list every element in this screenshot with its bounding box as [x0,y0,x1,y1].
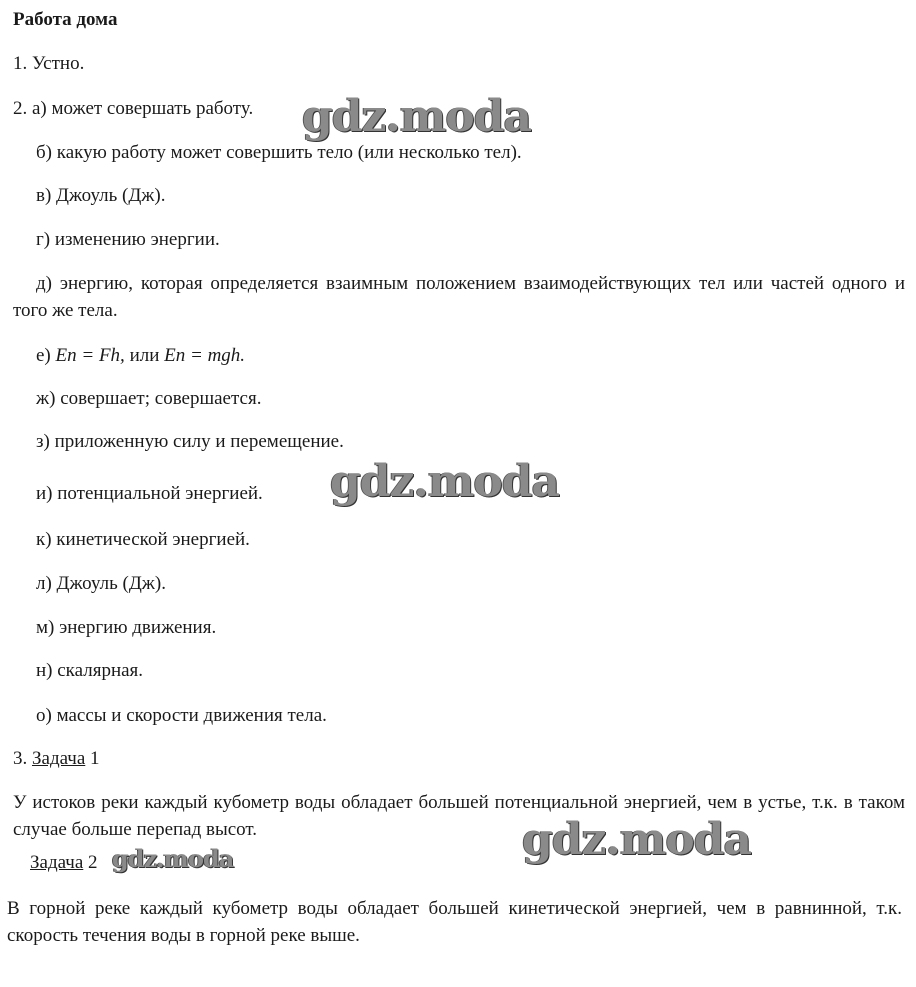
task-1-heading [13,745,100,772]
item-2i: и) потенциальной энергией. [36,483,263,504]
item-2e-or: или [124,345,165,366]
task-2-label: Задача [30,852,84,873]
item-2g: г) изменению энергии. [36,229,220,250]
watermark-3: gdz.moda [522,814,752,865]
watermark-1: gdz.moda [302,91,532,142]
task-2-text: В горной реке каждый кубометр воды обладает большей кинетической энергией, чем в равнинной, т.к. скорость течения воды в горной реке выше. [7,898,902,946]
item-2b: б) какую работу может совершить тело (или несколько тел). [36,142,522,163]
item-2n: н) скалярная. [36,660,144,681]
task-1-number: 1 [85,748,100,769]
item-2m: м) энергию движения. [36,617,217,638]
item-2zh: ж) совершает; совершается. [36,388,262,409]
task-2-number: 2 [83,852,98,873]
item-2e-prefix: е) [36,345,56,366]
item-2v: в) Джоуль (Дж). [36,185,166,206]
item-2o: о) массы и скорости движения тела. [36,705,327,726]
item-2z: з) приложенную силу и перемещение. [36,431,344,452]
item-1: 1. Устно. [13,53,85,74]
task-2-heading [30,849,98,876]
formula-potential-energy-fh: Eп = Fh, [55,345,125,366]
item-2l: л) Джоуль (Дж). [36,573,167,594]
task-1-label: Задача [32,748,86,769]
task-1-prefix: 3. [13,748,32,769]
item-2e [36,342,245,369]
formula-potential-energy-mgh: Eп = mgh. [164,345,246,366]
item-2k: к) кинетической энергией. [36,529,250,550]
watermark-2: gdz.moda [330,456,560,507]
item-2a: 2. а) может совершать работу. [13,98,254,119]
task-1-text: У истоков реки каждый кубометр воды обладает большей потенциальной энергией, чем в устье, т.к. в таком случае больше перепад высот. [13,792,905,840]
item-2d: д) энергию, которая определяется взаимным положением взаимодействующих тел или частей одного и того же тела. [13,273,905,321]
watermark-4: gdz.moda [112,844,234,873]
page-title: Работа дома [13,9,118,30]
